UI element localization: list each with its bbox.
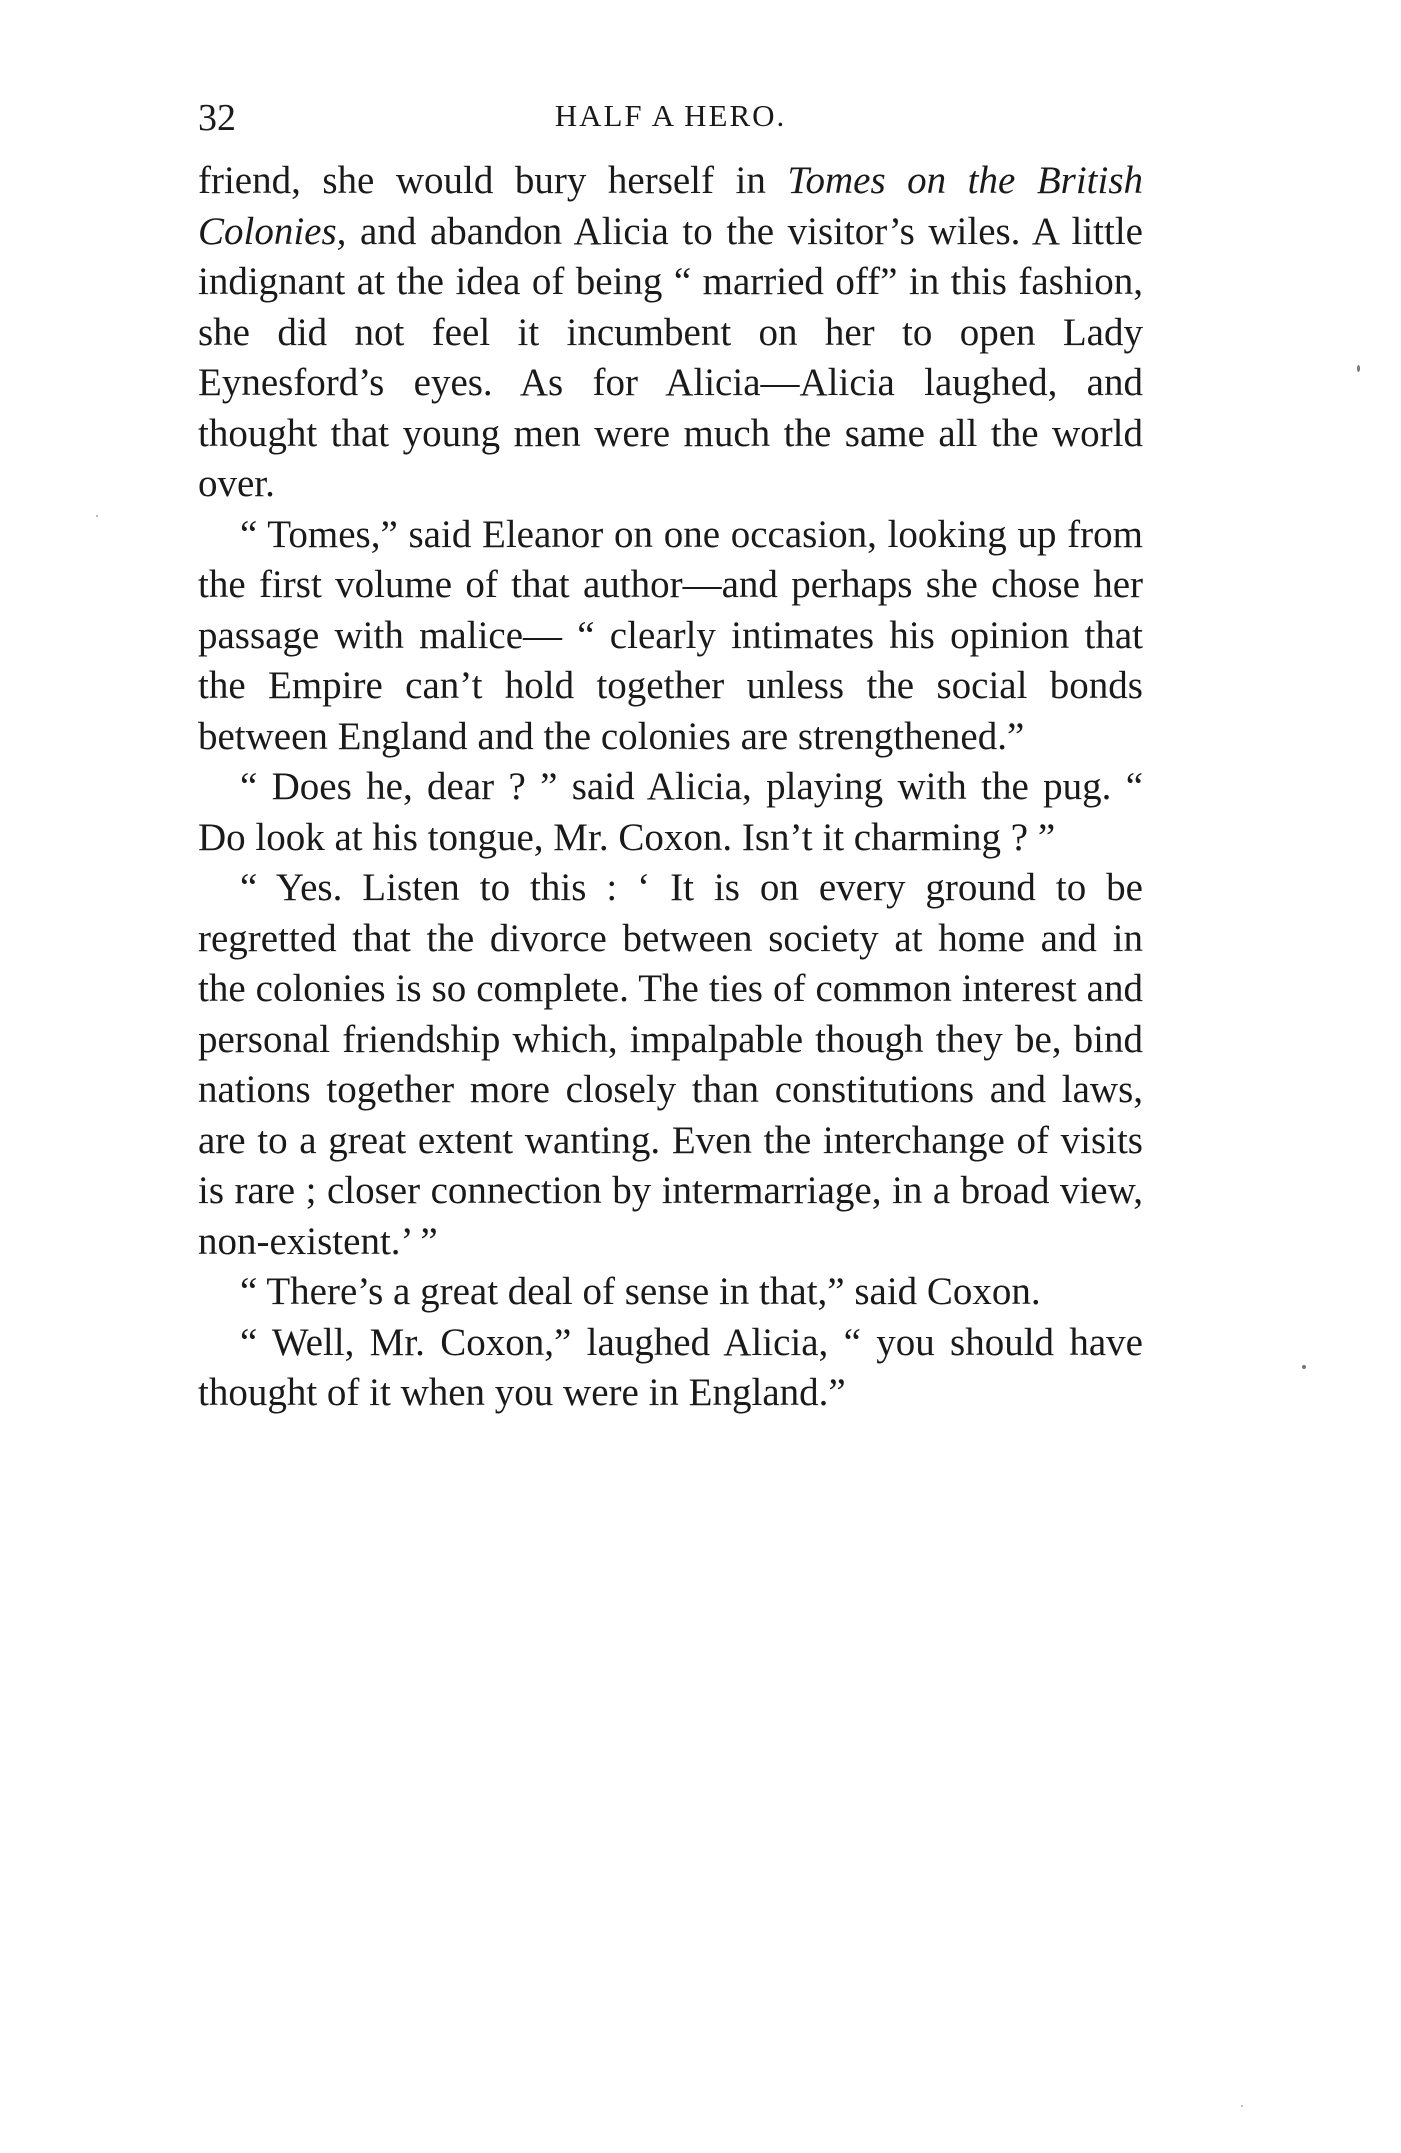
paragraph: “ There’s a great deal of sense in that,” said Coxon. — [240, 1270, 1041, 1313]
paragraph — [198, 156, 1143, 510]
page-number: 32 — [198, 97, 236, 139]
body-text — [198, 156, 1143, 1419]
paragraph-text: and abandon Alicia to the visitor’s wiles. A little indignant at the idea of being “ married off” in this fashion, she did not feel it incumbent on her to open Lady Eynesford’s eyes. As for Alicia—Alicia laughed, and thought that young men were much the same all the world over. — [198, 209, 1143, 505]
book-title: Tomes on the British Colonies, — [198, 159, 1144, 253]
paragraph: “ Yes. Listen to this : ‘ It is on every ground to be regretted that the divorce between society at home and in the colonies is so complete. The ties of common interest and personal friendship which, impalpable though they be, bind nations together more closely than constitutions and laws, are to a great extent wanting. Even the interchange of visits is rare ; closer connection by intermarriage, in a broad view, non-existent.’ ” — [198, 866, 1143, 1263]
paper-speck — [1357, 365, 1360, 372]
paragraph: “ Well, Mr. Coxon,” laughed Alicia, “ you should have thought of it when you were in England.” — [198, 1320, 1143, 1414]
running-head: HALF A HERO. — [554, 98, 787, 133]
paper-speck — [1302, 1365, 1306, 1369]
page-header — [198, 96, 1143, 146]
paragraph-text: friend, she would bury herself in — [198, 159, 788, 202]
paper-speck — [96, 515, 98, 517]
paragraph: “ Tomes,” said Eleanor on one occasion, looking up from the first volume of that author—and perhaps she chose her passage with malice— “ clearly intimates his opinion that the Empire can’t hold together unless the social bonds between England and the colonies are strengthened.” — [198, 512, 1143, 758]
paragraph: “ Does he, dear ? ” said Alicia, playing with the pug. “ Do look at his tongue, Mr. Coxon. Isn’t it charming ? ” — [198, 765, 1143, 859]
paper-speck — [1241, 2105, 1243, 2107]
